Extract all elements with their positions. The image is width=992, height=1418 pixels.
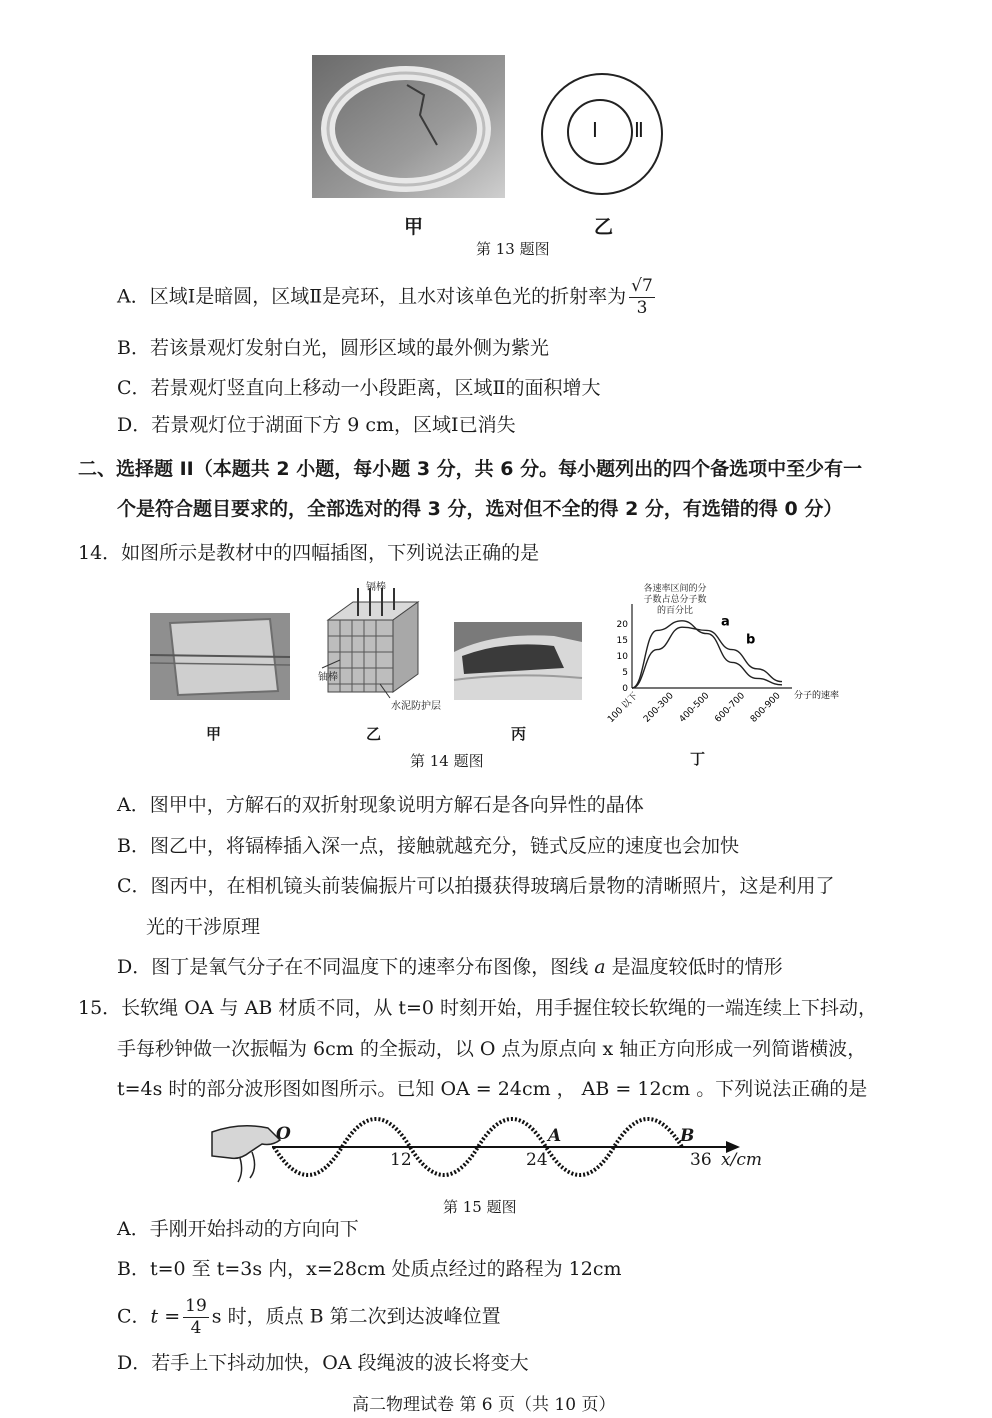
q15-option-a: A．手刚开始抖动的方向向下 bbox=[117, 1218, 359, 1240]
q14-option-a: A．图甲中，方解石的双折射现象说明方解石是各向异性的晶体 bbox=[117, 794, 644, 816]
chart-y-tick: 5 bbox=[622, 668, 628, 678]
chart-x-tick: 600-700 bbox=[713, 691, 747, 725]
fig13-label-jia: 甲 bbox=[404, 216, 424, 238]
chart-x-tick: 100 以下 bbox=[606, 691, 641, 726]
fig15-caption: 第 15 题图 bbox=[443, 1198, 517, 1216]
speed-distribution-chart bbox=[606, 600, 840, 730]
chart-y-tick: 10 bbox=[616, 652, 628, 662]
q13-option-a: A．区域Ⅰ是暗圆，区域Ⅱ是亮环，且水对该单色光的折射率为 $\frac{√7}{3}$ bbox=[117, 276, 653, 318]
wave-label-o: O bbox=[276, 1124, 291, 1144]
fig14-caption: 第 14 题图 bbox=[410, 752, 484, 770]
fig14-label-yi: 乙 bbox=[366, 725, 382, 743]
car-photo bbox=[454, 622, 582, 700]
region-diagram bbox=[540, 72, 665, 197]
chart-x-tick: 800-900 bbox=[748, 691, 783, 725]
wave-tick-36: 36 bbox=[690, 1150, 712, 1170]
hand-icon bbox=[212, 1126, 280, 1182]
reactor-label-uranium: 铀棒 bbox=[318, 672, 338, 683]
q14-stem: 14．如图所示是教材中的四幅插图，下列说法正确的是 bbox=[78, 542, 540, 564]
fig14-label-ding: 丁 bbox=[690, 750, 706, 768]
calcite-photo bbox=[150, 613, 290, 700]
chart-title: 各速率区间的分子数占总分子数的百分比 bbox=[643, 584, 707, 616]
q15-c-fraction: $\frac{19}{4}$ bbox=[185, 1296, 207, 1338]
chart-y-tick: 15 bbox=[616, 636, 628, 646]
chart-x-tick: 400-500 bbox=[677, 691, 712, 725]
q15-option-d: D．若手上下抖动加快，OA 段绳波的波长将变大 bbox=[117, 1352, 529, 1374]
wave-axis-label: x/cm bbox=[721, 1150, 762, 1170]
q14-option-d: D．图丁是氧气分子在不同温度下的速率分布图像，图线 a 是温度较低时的情形 bbox=[117, 956, 783, 978]
wave-label-b: B bbox=[680, 1126, 695, 1146]
page-footer: 高二物理试卷 第 6 页（共 10 页） bbox=[352, 1395, 616, 1415]
q14-option-c-line2: 光的干涉原理 bbox=[146, 916, 261, 938]
ring-photo bbox=[312, 55, 505, 198]
q15-line3: t=4s 时的部分波形图如图所示。已知 OA = 24cm ， AB = 12cm 。下列说法正确的是 bbox=[117, 1078, 868, 1100]
fig13-label-yi: 乙 bbox=[594, 216, 614, 238]
chart-x-label: 分子的速率 bbox=[794, 691, 840, 701]
wave-tick-24: 24 bbox=[526, 1150, 548, 1170]
q15-line1: 15．长软绳 OA 与 AB 材质不同，从 t=0 时刻开始，用手握住较长软绳的一端连续上下抖动， bbox=[78, 997, 878, 1019]
q15-line2: 手每秒钟做一次振幅为 6cm 的全振动，以 O 点为原点向 x 轴正方向形成一列简谐横波， bbox=[117, 1038, 867, 1060]
fig13-caption: 第 13 题图 bbox=[476, 240, 550, 258]
reactor-label-rod: 镉棒 bbox=[366, 582, 386, 593]
wave-figure bbox=[210, 1112, 770, 1192]
q15-option-b: B．t=0 至 t=3s 内，x=28cm 处质点经过的路程为 12cm bbox=[117, 1258, 622, 1280]
chart-y-tick: 0 bbox=[622, 684, 628, 694]
q13-option-b: B．若该景观灯发射白光，圆形区域的最外侧为紫光 bbox=[117, 337, 549, 359]
q14-option-b: B．图乙中，将镉棒插入深一点，接触就越充分，链式反应的速度也会加快 bbox=[117, 835, 739, 857]
q13-a-fraction: $\frac{√7}{3}$ bbox=[631, 276, 653, 318]
q15-option-c: C．t = $\frac{19}{4}$ s 时，质点 B 第二次到达波峰位置 bbox=[117, 1296, 501, 1338]
q13-option-c: C．若景观灯竖直向上移动一小段距离，区域Ⅱ的面积增大 bbox=[117, 377, 601, 399]
chart-series-label: b bbox=[746, 632, 756, 648]
q13-option-d: D．若景观灯位于湖面下方 9 cm，区域Ⅰ已消失 bbox=[117, 414, 516, 436]
chart-y-tick: 20 bbox=[616, 620, 628, 630]
section2-line1: 二、选择题 II（本题共 2 小题，每小题 3 分，共 6 分。每小题列出的四个备选项中至少有一 bbox=[78, 458, 863, 480]
fig14-label-jia: 甲 bbox=[206, 725, 222, 743]
chart-series-label: a bbox=[721, 614, 730, 630]
ring-photo-image bbox=[312, 55, 505, 198]
chart-x-tick: 200-300 bbox=[642, 691, 676, 725]
section2-line2: 个是符合题目要求的，全部选对的得 3 分，选对但不全的得 2 分，有选错的得 0 分） bbox=[117, 498, 843, 520]
q14-option-c-line1: C．图丙中，在相机镜头前装偏振片可以拍摄获得玻璃后景物的清晰照片，这是利用了 bbox=[117, 875, 835, 897]
wave-label-a: A bbox=[548, 1126, 562, 1146]
reactor-diagram bbox=[318, 580, 426, 710]
region-I-label: Ⅰ bbox=[592, 118, 598, 142]
region-II-label: Ⅱ bbox=[634, 118, 644, 142]
fig14-label-bing: 丙 bbox=[511, 725, 527, 743]
reactor-label-shield: 水泥防护层 bbox=[391, 701, 441, 712]
wave-tick-12: 12 bbox=[390, 1150, 412, 1170]
